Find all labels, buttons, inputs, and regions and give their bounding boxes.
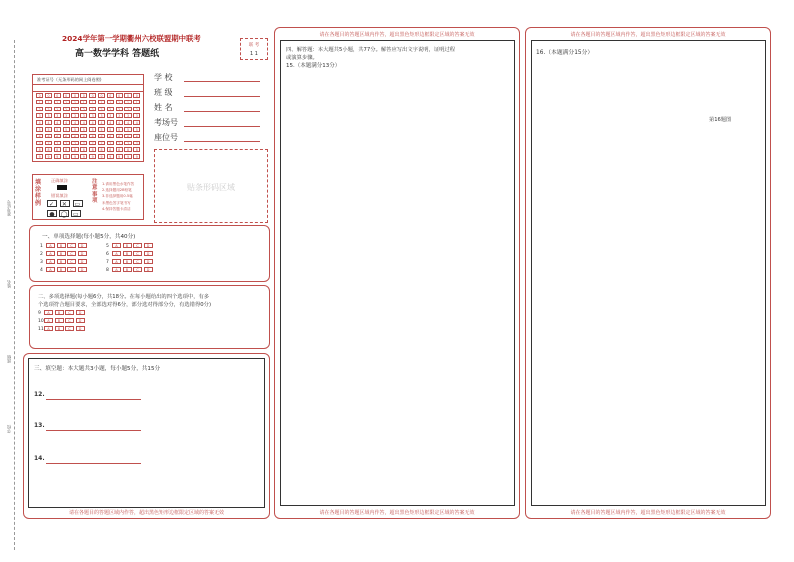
option-bubble-d[interactable]: D bbox=[144, 267, 153, 272]
id-digit-bubble[interactable]: 2 bbox=[71, 107, 78, 112]
option-bubble-d[interactable]: D bbox=[144, 251, 153, 256]
question-number: 7 bbox=[106, 260, 109, 265]
section2-title-line1: 二、多项选择题(每小题6分，共18分。在每小题给出的四个选项中，有多 bbox=[38, 294, 210, 300]
wrong-fill-samples-row2 bbox=[47, 210, 81, 218]
id-digit-bubble[interactable]: 1 bbox=[98, 100, 105, 105]
id-digit-bubble[interactable]: 5 bbox=[116, 127, 123, 132]
option-bubble-d[interactable]: D bbox=[144, 259, 153, 264]
id-digit-bubble[interactable]: 6 bbox=[124, 134, 131, 139]
id-digit-bubble[interactable]: 4 bbox=[63, 120, 70, 125]
id-digit-bubble[interactable]: 7 bbox=[133, 141, 140, 146]
question-number: 3 bbox=[40, 260, 43, 265]
section3-title: 三、填空题：本大题共3小题，每小题5分，共15分 bbox=[34, 366, 161, 372]
id-digit-bubble[interactable]: 7 bbox=[63, 141, 70, 146]
fill-line-14[interactable] bbox=[46, 463, 141, 464]
option-bubble-d[interactable]: D bbox=[144, 243, 153, 248]
id-digit-bubble[interactable]: 9 bbox=[63, 154, 70, 159]
fill-sample-side-label: 填涂样例 bbox=[35, 179, 42, 207]
id-digit-bubble[interactable]: 5 bbox=[54, 127, 61, 132]
seal-label: 联 考 bbox=[248, 43, 260, 48]
id-digit-bubble[interactable]: 9 bbox=[36, 154, 43, 159]
field-line-class[interactable] bbox=[184, 96, 260, 97]
question-row bbox=[40, 243, 88, 249]
id-digit-bubble[interactable]: 4 bbox=[107, 120, 114, 125]
id-digit-bubble[interactable]: 1 bbox=[116, 100, 123, 105]
id-digit-bubble[interactable]: 7 bbox=[80, 141, 87, 146]
id-digit-bubble[interactable]: 3 bbox=[89, 113, 96, 118]
section1-panel bbox=[29, 225, 270, 282]
id-digit-bubble[interactable]: 1 bbox=[36, 100, 43, 105]
field-label-class: 班 级 bbox=[154, 88, 173, 97]
section4-title-line2: 或演算步骤。 bbox=[286, 55, 318, 61]
id-digit-bubble[interactable]: 8 bbox=[133, 147, 140, 152]
warning-text: 请在各题目的答题区域内作答，超出黑色矩形边框限定区域的答案无效 bbox=[68, 510, 224, 516]
id-digit-bubble[interactable]: 0 bbox=[133, 93, 140, 98]
field-line-school[interactable] bbox=[184, 81, 260, 82]
option-bubble-a[interactable]: A bbox=[46, 251, 55, 256]
option-bubble-a[interactable]: A bbox=[46, 243, 55, 248]
section3-inner-box bbox=[28, 358, 265, 508]
id-digit-bubble[interactable]: 3 bbox=[80, 113, 87, 118]
answer-box-15[interactable] bbox=[280, 40, 515, 506]
question-16-label: 16.（本题满分15分） bbox=[536, 50, 594, 56]
id-digit-bubble[interactable]: 0 bbox=[63, 93, 70, 98]
binding-line bbox=[14, 40, 15, 550]
id-digit-bubble[interactable]: 2 bbox=[133, 107, 140, 112]
subject-title: 高一数学学科 答题纸 bbox=[75, 49, 160, 59]
warning-text: 请在各题目的答题区域内作答，超出黑色矩形边框限定区域的答案无效 bbox=[570, 510, 726, 516]
seal-value: 1 1 bbox=[250, 51, 258, 57]
option-bubble-a[interactable]: A bbox=[44, 326, 53, 331]
id-digit-bubble[interactable]: 7 bbox=[71, 141, 78, 146]
id-digit-bubble[interactable]: 4 bbox=[116, 120, 123, 125]
id-digit-bubble[interactable]: 1 bbox=[80, 100, 87, 105]
id-digit-bubble[interactable]: 8 bbox=[107, 147, 114, 152]
option-bubble-b[interactable]: B bbox=[55, 318, 64, 323]
sidebar-label: 姓名 bbox=[6, 280, 11, 288]
option-bubble-a[interactable]: A bbox=[46, 267, 55, 272]
id-digit-bubble[interactable]: 9 bbox=[45, 154, 52, 159]
student-id-title: 准考证号（无条形码的网上阅卷照) bbox=[37, 77, 102, 82]
option-bubble-c[interactable]: C bbox=[67, 251, 76, 256]
id-digit-bubble[interactable]: 0 bbox=[107, 93, 114, 98]
id-digit-bubble[interactable]: 6 bbox=[45, 134, 52, 139]
notes-title: 注意事项 bbox=[92, 179, 98, 205]
option-bubble-d[interactable]: D bbox=[78, 243, 87, 248]
warning-text: 请在各题目的答题区域内作答，超出黑色矩形边框限定区域的答案无效 bbox=[570, 32, 726, 38]
id-digit-bubble[interactable]: 5 bbox=[133, 127, 140, 132]
note-item: 2.选择题用2B铅笔 bbox=[102, 188, 132, 193]
option-bubble-b[interactable]: B bbox=[123, 267, 132, 272]
id-digit-bubble[interactable]: 3 bbox=[54, 113, 61, 118]
id-digit-bubble[interactable]: 4 bbox=[54, 120, 61, 125]
id-digit-bubble[interactable]: 3 bbox=[107, 113, 114, 118]
section1-title: 一、单项选择题(每小题5分，共40分) bbox=[42, 234, 136, 240]
id-digit-bubble[interactable]: 2 bbox=[107, 107, 114, 112]
section4-title-line1: 四、解答题：本大题共5小题，共77分。解答应写出文字说明，证明过程 bbox=[286, 47, 456, 53]
id-digit-bubble[interactable]: 8 bbox=[89, 147, 96, 152]
id-digit-bubble[interactable]: 1 bbox=[133, 100, 140, 105]
option-bubble-d[interactable]: D bbox=[76, 318, 85, 323]
id-digit-bubble[interactable]: 5 bbox=[89, 127, 96, 132]
id-digit-bubble[interactable]: 6 bbox=[107, 134, 114, 139]
fill-number-12: 12. bbox=[34, 391, 45, 398]
section3-panel bbox=[23, 353, 270, 519]
id-digit-bubble[interactable]: 0 bbox=[89, 93, 96, 98]
question-row bbox=[106, 267, 154, 273]
id-digit-bubble[interactable]: 9 bbox=[54, 154, 61, 159]
student-id-bubbles[interactable] bbox=[36, 93, 142, 161]
id-digit-bubble[interactable]: 5 bbox=[71, 127, 78, 132]
id-digit-bubble[interactable]: 6 bbox=[133, 134, 140, 139]
field-line-name[interactable] bbox=[184, 111, 260, 112]
id-digit-bubble[interactable]: 4 bbox=[98, 120, 105, 125]
id-digit-bubble[interactable]: 1 bbox=[71, 100, 78, 105]
barcode-label: 贴条形码区域 bbox=[187, 183, 235, 192]
id-digit-bubble[interactable]: 7 bbox=[45, 141, 52, 146]
option-bubble-c[interactable]: C bbox=[133, 259, 142, 264]
option-bubble-c[interactable]: C bbox=[65, 310, 74, 315]
id-digit-bubble[interactable]: 5 bbox=[80, 127, 87, 132]
option-bubble-a[interactable]: A bbox=[112, 243, 121, 248]
wrong-fill-label: 错误填涂 bbox=[51, 193, 68, 198]
option-bubble-d[interactable]: D bbox=[76, 310, 85, 315]
dot-mark-icon: ● bbox=[47, 210, 57, 217]
option-bubble-a[interactable]: A bbox=[44, 310, 53, 315]
id-digit-bubble[interactable]: 7 bbox=[36, 141, 43, 146]
id-digit-bubble[interactable]: 2 bbox=[54, 107, 61, 112]
option-bubble-b[interactable]: B bbox=[57, 259, 66, 264]
id-digit-bubble[interactable]: 0 bbox=[54, 93, 61, 98]
option-bubble-d[interactable]: D bbox=[78, 267, 87, 272]
id-digit-bubble[interactable]: 8 bbox=[80, 147, 87, 152]
id-digit-bubble[interactable]: 6 bbox=[71, 134, 78, 139]
id-digit-bubble[interactable]: 2 bbox=[80, 107, 87, 112]
option-bubble-c[interactable]: C bbox=[67, 259, 76, 264]
id-digit-bubble[interactable]: 1 bbox=[124, 100, 131, 105]
id-digit-bubble[interactable]: 1 bbox=[89, 100, 96, 105]
sidebar-label: 班级 bbox=[6, 355, 11, 363]
id-digit-bubble[interactable]: 7 bbox=[98, 141, 105, 146]
wrong-fill-samples bbox=[47, 200, 83, 208]
id-digit-bubble[interactable]: 6 bbox=[63, 134, 70, 139]
id-digit-bubble[interactable]: 2 bbox=[89, 107, 96, 112]
id-digit-bubble[interactable]: 4 bbox=[36, 120, 43, 125]
question-row bbox=[40, 251, 88, 257]
option-bubble-c[interactable]: C bbox=[65, 318, 74, 323]
id-digit-bubble[interactable]: 5 bbox=[124, 127, 131, 132]
check-mark-icon: ✓ bbox=[48, 201, 56, 208]
field-label-seat: 座位号 bbox=[154, 133, 178, 142]
id-digit-bubble[interactable]: 0 bbox=[124, 93, 131, 98]
option-bubble-c[interactable]: C bbox=[67, 267, 76, 272]
id-digit-bubble[interactable]: 8 bbox=[116, 147, 123, 152]
student-id-grid bbox=[32, 74, 144, 162]
id-digit-bubble[interactable]: 1 bbox=[54, 100, 61, 105]
id-digit-bubble[interactable]: 4 bbox=[71, 120, 78, 125]
option-bubble-b[interactable]: B bbox=[57, 243, 66, 248]
option-bubble-a[interactable]: A bbox=[112, 267, 121, 272]
id-digit-bubble[interactable]: 9 bbox=[124, 154, 131, 159]
id-digit-bubble[interactable]: 9 bbox=[80, 154, 87, 159]
option-bubble-b[interactable]: B bbox=[55, 310, 64, 315]
id-digit-bubble[interactable]: 0 bbox=[98, 93, 105, 98]
option-bubble-b[interactable]: B bbox=[123, 251, 132, 256]
cross-mark-icon: ✕ bbox=[61, 201, 68, 208]
option-bubble-b[interactable]: B bbox=[55, 326, 64, 331]
note-item: 3.非选择题用0.5毫 bbox=[102, 194, 133, 199]
id-digit-bubble[interactable]: 8 bbox=[45, 147, 52, 152]
question-number: 10 bbox=[38, 319, 44, 324]
fill-sample-box bbox=[32, 174, 144, 220]
question-row bbox=[38, 326, 86, 332]
id-digit-bubble[interactable]: 2 bbox=[98, 107, 105, 112]
fill-number-14: 14. bbox=[34, 455, 45, 462]
barcode-area bbox=[154, 149, 268, 223]
circle-mark-icon: ◯ bbox=[60, 211, 68, 218]
id-digit-bubble[interactable]: 3 bbox=[98, 113, 105, 118]
id-digit-bubble[interactable]: 1 bbox=[63, 100, 70, 105]
option-bubble-b[interactable]: B bbox=[57, 267, 66, 272]
column-3-panel bbox=[525, 27, 771, 519]
id-digit-bubble[interactable]: 6 bbox=[89, 134, 96, 139]
id-digit-bubble[interactable]: 8 bbox=[124, 147, 131, 152]
id-digit-bubble[interactable]: 9 bbox=[98, 154, 105, 159]
id-digit-bubble[interactable]: 3 bbox=[116, 113, 123, 118]
field-label-room: 考场号 bbox=[154, 118, 178, 127]
field-label-school: 学 校 bbox=[154, 73, 173, 82]
option-bubble-a[interactable]: A bbox=[44, 318, 53, 323]
correct-fill-label: 正确填涂 bbox=[51, 178, 68, 183]
id-digit-bubble[interactable]: 4 bbox=[89, 120, 96, 125]
id-digit-bubble[interactable]: 0 bbox=[80, 93, 87, 98]
id-digit-bubble[interactable]: 2 bbox=[63, 107, 70, 112]
student-id-blank-row bbox=[33, 91, 143, 92]
id-digit-bubble[interactable]: 7 bbox=[124, 141, 131, 146]
slash-mark-icon: ▭ bbox=[74, 201, 82, 208]
id-digit-bubble[interactable]: 8 bbox=[63, 147, 70, 152]
question-number: 4 bbox=[40, 268, 43, 273]
id-digit-bubble[interactable]: 9 bbox=[133, 154, 140, 159]
id-digit-bubble[interactable]: 9 bbox=[71, 154, 78, 159]
id-digit-bubble[interactable]: 9 bbox=[116, 154, 123, 159]
id-digit-bubble[interactable]: 7 bbox=[54, 141, 61, 146]
id-digit-bubble[interactable]: 0 bbox=[71, 93, 78, 98]
id-digit-bubble[interactable]: 6 bbox=[98, 134, 105, 139]
section2-title-line2: 个选项符合题目要求，全部选对得6分，部分选对得部分分，有选错得0分) bbox=[38, 302, 212, 308]
option-bubble-d[interactable]: D bbox=[78, 251, 87, 256]
field-label-name: 姓 名 bbox=[154, 103, 173, 112]
warning-text: 请在各题目的答题区域内作答，超出黑色矩形边框限定区域的答案无效 bbox=[319, 32, 475, 38]
id-digit-bubble[interactable]: 8 bbox=[36, 147, 43, 152]
option-bubble-a[interactable]: A bbox=[112, 259, 121, 264]
option-bubble-b[interactable]: B bbox=[57, 251, 66, 256]
id-digit-bubble[interactable]: 5 bbox=[107, 127, 114, 132]
id-digit-bubble[interactable]: 2 bbox=[45, 107, 52, 112]
id-digit-bubble[interactable]: 9 bbox=[89, 154, 96, 159]
note-item: 1.请用黑色水笔作答 bbox=[102, 182, 135, 186]
id-digit-bubble[interactable]: 8 bbox=[71, 147, 78, 152]
sidebar-label: 学校 bbox=[6, 425, 11, 433]
id-digit-bubble[interactable]: 4 bbox=[133, 120, 140, 125]
id-digit-bubble[interactable]: 3 bbox=[63, 113, 70, 118]
fill-line-13[interactable] bbox=[46, 430, 141, 431]
question-row bbox=[40, 267, 88, 273]
option-bubble-b[interactable]: B bbox=[123, 243, 132, 248]
question-row bbox=[106, 243, 154, 249]
option-bubble-a[interactable]: A bbox=[112, 251, 121, 256]
id-digit-bubble[interactable]: 2 bbox=[124, 107, 131, 112]
id-digit-bubble[interactable]: 0 bbox=[116, 93, 123, 98]
question-row bbox=[106, 251, 154, 257]
id-digit-bubble[interactable]: 3 bbox=[71, 113, 78, 118]
exam-title: 2024学年第一学期衢州六校联盟期中联考 bbox=[62, 34, 201, 43]
id-digit-bubble[interactable]: 3 bbox=[124, 113, 131, 118]
id-digit-bubble[interactable]: 4 bbox=[45, 120, 52, 125]
option-bubble-c[interactable]: C bbox=[133, 267, 142, 272]
column-2-panel bbox=[274, 27, 520, 519]
id-digit-bubble[interactable]: 3 bbox=[45, 113, 52, 118]
option-bubble-d[interactable]: D bbox=[78, 259, 87, 264]
fill-line-12[interactable] bbox=[46, 399, 141, 400]
option-bubble-c[interactable]: C bbox=[65, 326, 74, 331]
id-digit-bubble[interactable]: 7 bbox=[107, 141, 114, 146]
option-bubble-b[interactable]: B bbox=[123, 259, 132, 264]
question-number: 2 bbox=[40, 252, 43, 257]
question-number: 1 bbox=[40, 244, 43, 249]
id-digit-bubble[interactable]: 0 bbox=[45, 93, 52, 98]
id-digit-bubble[interactable]: 5 bbox=[36, 127, 43, 132]
id-digit-bubble[interactable]: 7 bbox=[89, 141, 96, 146]
student-id-header-line bbox=[33, 84, 143, 85]
sidebar-label: 准考证号 bbox=[6, 200, 11, 216]
option-bubble-c[interactable]: C bbox=[67, 243, 76, 248]
id-digit-bubble[interactable]: 5 bbox=[98, 127, 105, 132]
id-digit-bubble[interactable]: 1 bbox=[107, 100, 114, 105]
question-number: 5 bbox=[106, 244, 109, 249]
id-digit-bubble[interactable]: 8 bbox=[54, 147, 61, 152]
field-line-seat[interactable] bbox=[184, 141, 260, 142]
exam-seal bbox=[240, 38, 268, 60]
option-bubble-a[interactable]: A bbox=[46, 259, 55, 264]
option-bubble-c[interactable]: C bbox=[133, 251, 142, 256]
question-row bbox=[40, 259, 88, 265]
id-digit-bubble[interactable]: 6 bbox=[80, 134, 87, 139]
id-digit-bubble[interactable]: 5 bbox=[45, 127, 52, 132]
notes-list bbox=[102, 181, 134, 212]
id-digit-bubble[interactable]: 8 bbox=[98, 147, 105, 152]
id-digit-bubble[interactable]: 1 bbox=[45, 100, 52, 105]
warning-text: 请在各题目的答题区域内作答，超出黑色矩形边框限定区域的答案无效 bbox=[319, 510, 475, 516]
question-row bbox=[38, 310, 86, 316]
id-digit-bubble[interactable]: 0 bbox=[36, 93, 43, 98]
id-digit-bubble[interactable]: 6 bbox=[54, 134, 61, 139]
question-15-label: 15.（本题满分13分） bbox=[286, 63, 341, 69]
fill-number-13: 13. bbox=[34, 422, 45, 429]
option-bubble-d[interactable]: D bbox=[76, 326, 85, 331]
field-line-room[interactable] bbox=[184, 126, 260, 127]
question-number: 11 bbox=[38, 327, 44, 332]
id-digit-bubble[interactable]: 4 bbox=[80, 120, 87, 125]
figure-16-label: 第16题图 bbox=[709, 117, 732, 123]
id-digit-bubble[interactable]: 6 bbox=[116, 134, 123, 139]
id-digit-bubble[interactable]: 9 bbox=[107, 154, 114, 159]
option-bubble-c[interactable]: C bbox=[133, 243, 142, 248]
question-number: 6 bbox=[106, 252, 109, 257]
answer-box-16[interactable] bbox=[531, 40, 766, 506]
id-digit-bubble[interactable]: 6 bbox=[36, 134, 43, 139]
question-number: 8 bbox=[106, 268, 109, 273]
empty-mark-icon: ▭ bbox=[71, 210, 81, 217]
id-digit-bubble[interactable]: 4 bbox=[124, 120, 131, 125]
id-digit-bubble[interactable]: 5 bbox=[63, 127, 70, 132]
correct-fill-sample bbox=[57, 185, 67, 190]
question-number: 9 bbox=[38, 311, 41, 316]
id-digit-bubble[interactable]: 2 bbox=[36, 107, 43, 112]
note-item: 米黑色签字笔书写 bbox=[102, 200, 131, 205]
id-digit-bubble[interactable]: 3 bbox=[36, 113, 43, 118]
id-digit-bubble[interactable]: 3 bbox=[133, 113, 140, 118]
section2-panel bbox=[29, 285, 270, 349]
id-digit-bubble[interactable]: 2 bbox=[116, 107, 123, 112]
note-item: 4.保持答题卡清洁 bbox=[102, 206, 131, 211]
id-digit-bubble[interactable]: 7 bbox=[116, 141, 123, 146]
question-row bbox=[106, 259, 154, 265]
question-row bbox=[38, 318, 86, 324]
